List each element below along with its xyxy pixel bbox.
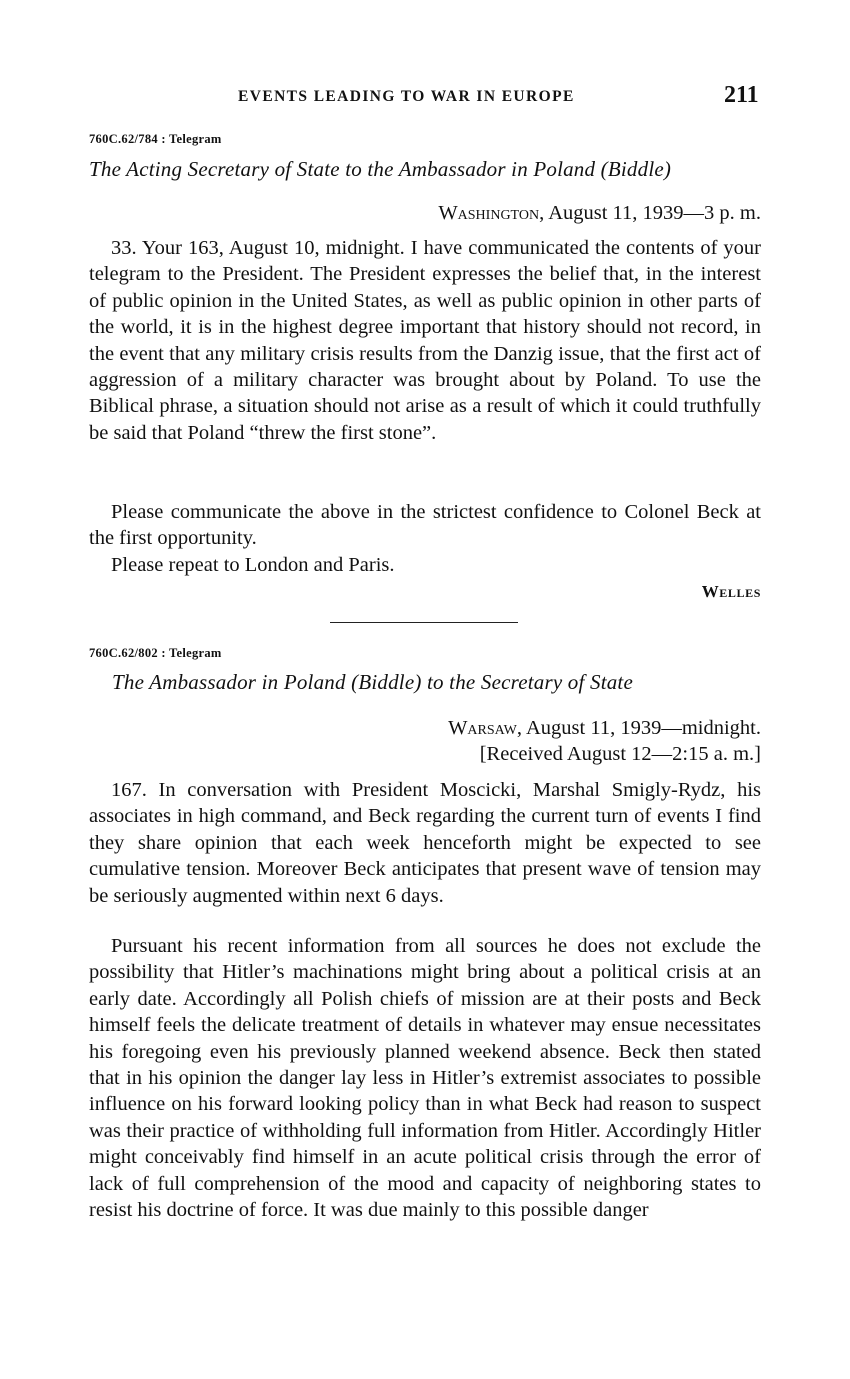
dateline-date-2: , August 11, 1939—midnight. — [516, 717, 761, 739]
running-title: EVENTS LEADING TO WAR IN EUROPE — [238, 88, 575, 105]
paragraph-2-1: 167. In conversation with President Moscicki, Marshal Smigly-Rydz, his associates in high command, and Beck regarding the current turn of events I find they share opinion that each week henceforth might be expected to see cumulative tension. Moreover Beck anticipates that present wave of tension may be seriously augmented within next 6 days. — [89, 779, 761, 907]
dateline-2 — [448, 717, 761, 740]
page-number: 211 — [724, 82, 759, 108]
dateline-place-2: Warsaw — [448, 717, 517, 739]
dateline-place-1: Washington — [438, 202, 540, 224]
file-number-1: 760C.62/784 : Telegram — [89, 132, 222, 146]
dateline-date-1: , August 11, 1939—3 p. m. — [539, 202, 761, 224]
paragraph-1-1: 33. Your 163, August 10, midnight. I have communicated the contents of your telegram to the President. The President expresses the belief that, in the interest of public opinion in the United States, as well as public opinion in other parts of the world, it is in the highest degree important that history should not record, in the event that any military crisis results from the Danzig issue, that the first act of aggression of a military character was brought about by Poland. To use the Biblical phrase, a situation should not arise as a result of which it could truthfully be said that Poland “threw the first stone”. — [89, 237, 761, 444]
section-divider — [330, 622, 518, 623]
received-line: [Received August 12—2:15 a. m.] — [479, 743, 761, 765]
paragraph-1-3: Please repeat to London and Paris. — [111, 554, 395, 576]
dateline-1 — [438, 202, 761, 225]
paragraph-1-2: Please communicate the above in the strictest confidence to Colonel Beck at the first opportunity. — [89, 501, 761, 550]
document-heading-1: The Acting Secretary of State to the Ambassador in Poland (Biddle) — [89, 157, 672, 181]
signature-welles: Welles — [701, 582, 761, 601]
paragraph-2-2: Pursuant his recent information from all sources he does not exclude the possibility that Hitler’s machinations might bring about a political crisis at an early date. Accordingly all Polish chiefs of mission are at their posts and Beck himself feels the delicate treatment of details in whatever may ensue necessitates his foregoing even his previously planned weekend absence. Beck then stated that in his opinion the danger lay less in Hitler’s extremist associates to possible influence on his forward looking policy than in what Beck had reason to suspect was their practice of withholding full information from Hitler. Accordingly Hitler might conceivably find himself in an acute political crisis through the error of lack of full comprehension of the mood and capacity of neighboring states to resist his doctrine of force. It was due mainly to this possible danger — [89, 935, 761, 1222]
document-heading-2: The Ambassador in Poland (Biddle) to the Secretary of State — [112, 670, 633, 694]
file-number-2: 760C.62/802 : Telegram — [89, 646, 222, 660]
